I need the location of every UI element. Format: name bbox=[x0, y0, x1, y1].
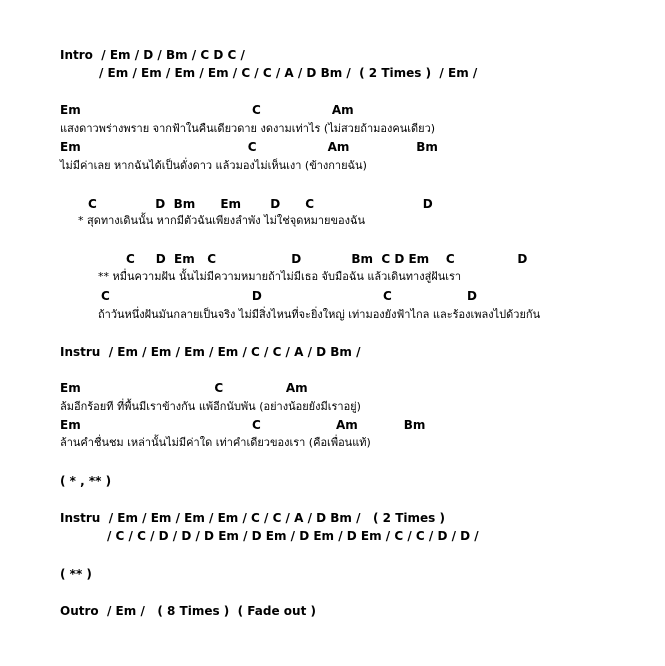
instrumental-line-2: Instru / Em / Em / Em / Em / C / C / A / D Bm / ( 2 Times ) bbox=[60, 511, 445, 525]
verse2-lyric-a: ล้มอีกร้อยที ที่พื้นมีเราข้างกัน แพ้อีกนับพัน (อย่างน้อยยังมีเราอยู่) bbox=[60, 400, 361, 413]
verse2-chords-a: Em C Am bbox=[60, 381, 308, 395]
verse1-chords-a: Em C Am bbox=[60, 103, 354, 117]
instrumental-line-1: Instru / Em / Em / Em / Em / C / C / A / D Bm / bbox=[60, 345, 361, 359]
verse1-chords-b: Em C Am Bm bbox=[60, 140, 438, 154]
hook-lyric-b: ถ้าวันหนึ่งฝันมันกลายเป็นจริง ไม่มีสิ่งไหนที่จะยิ่งใหญ่ เท่ามองยังฟ้าไกล และร้องเพลงไปด้วยกัน bbox=[98, 308, 541, 321]
instrumental-line-3: / C / C / D / D / D Em / D Em / D Em / D Em / C / C / D / D / bbox=[107, 529, 479, 543]
intro-line-1: Intro / Em / D / Bm / C D C / bbox=[60, 48, 245, 62]
prechorus-lyric: * สุดทางเดินนั้น หากมีตัวฉันเพียงลำพัง ไม่ใช่จุดหมายของฉัน bbox=[78, 214, 365, 227]
repeat-marker-1: ( * , ** ) bbox=[60, 474, 112, 488]
verse2-chords-b: Em C Am Bm bbox=[60, 418, 426, 432]
hook-lyric-a: ** หมื่นความฝัน นั้นไม่มีความหมายถ้าไม่มีเธอ จับมือฉัน แล้วเดินทางสู่ฝันเรา bbox=[98, 270, 462, 283]
hook-chords-a: C D Em C D Bm C D Em C D bbox=[126, 252, 528, 266]
verse1-lyric-b: ไม่มีค่าเลย หากฉันได้เป็นดั่งดาว แล้วมองไม่เห็นเงา (ข้างกายฉัน) bbox=[60, 159, 367, 172]
prechorus-chords: C D Bm Em D C D bbox=[88, 197, 433, 211]
repeat-marker-2: ( ** ) bbox=[60, 567, 92, 581]
hook-chords-b: C D C D bbox=[101, 289, 477, 303]
outro-line: Outro / Em / ( 8 Times ) ( Fade out ) bbox=[60, 604, 316, 618]
intro-line-2: / Em / Em / Em / Em / C / C / A / D Bm / ( 2 Times ) / Em / bbox=[99, 66, 478, 80]
verse1-lyric-a: แสงดาวพร่างพราย จากฟ้าในคืนเดียวดาย งดงามเท่าไร (ไม่สวยถ้ามองคนเดียว) bbox=[60, 122, 436, 135]
verse2-lyric-b: ล้านคำชื่นชม เหล่านั้นไม่มีค่าใด เท่าคำเดียวของเรา (คือเพื่อนแท้) bbox=[60, 436, 371, 449]
